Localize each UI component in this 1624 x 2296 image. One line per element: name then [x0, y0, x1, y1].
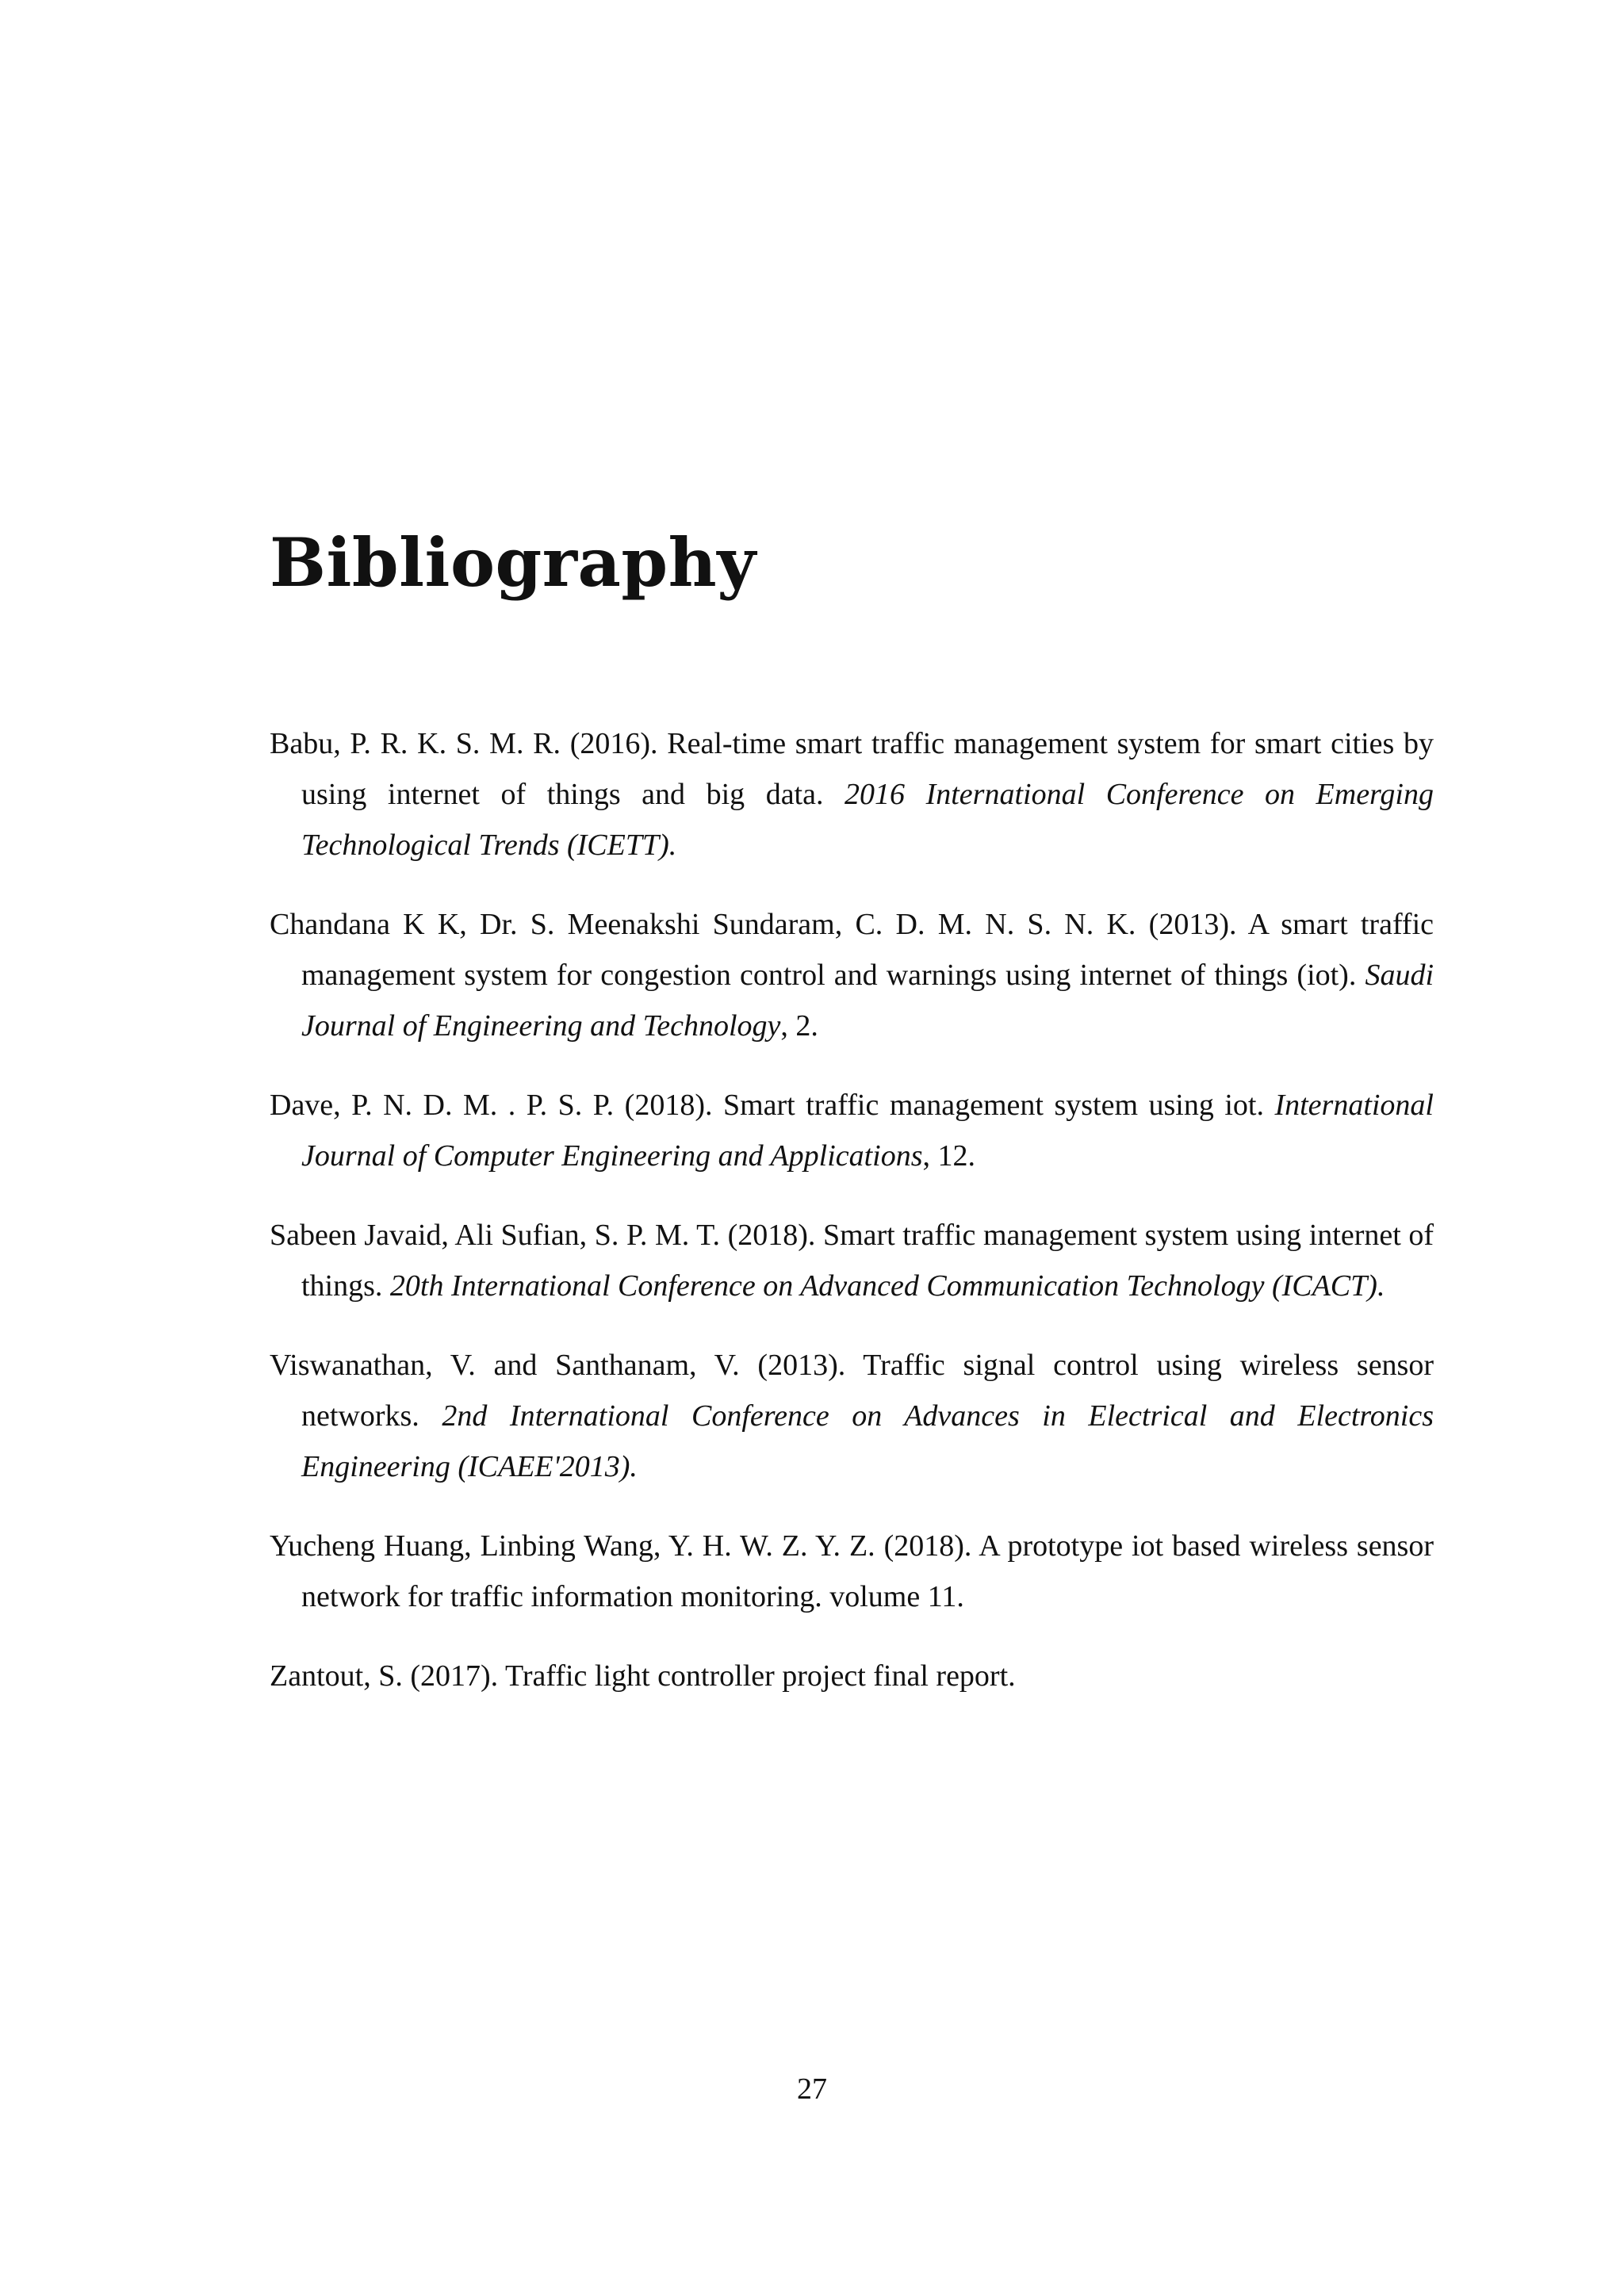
reference-entry — [270, 718, 1434, 871]
reference-tail: , 12. — [922, 1139, 976, 1173]
reference-entry — [270, 1651, 1434, 1701]
reference-tail: , 2. — [780, 1009, 818, 1043]
reference-entry — [270, 1521, 1434, 1622]
reference-text: Yucheng Huang, Linbing Wang, Y. H. W. Z. Y. Z. (2018). A prototype iot based wireless sensor network for traffic information monitoring. volume 11. — [270, 1529, 1434, 1613]
reference-text: Babu, P. R. K. S. M. R. (2016). Real-time smart traffic management system for smart cities by using internet of things and big data. — [270, 727, 1434, 811]
reference-text: Dave, P. N. D. M. . P. S. P. (2018). Smart traffic management system using iot. — [270, 1089, 1275, 1122]
reference-venue: 20th International Conference on Advanced Communication Technology (ICACT). — [389, 1269, 1385, 1303]
reference-text: Sabeen Javaid, Ali Sufian, S. P. M. T. (2018). Smart traffic management system using internet of things. — [270, 1219, 1434, 1303]
reference-entry — [270, 1080, 1434, 1181]
reference-venue: 2016 International Conference on Emerging Technological Trends (ICETT). — [301, 778, 1434, 862]
reference-venue: Saudi Journal of Engineering and Technology — [301, 959, 1434, 1043]
reference-text: Viswanathan, V. and Santhanam, V. (2013). Traffic signal control using wireless sensor networks. — [270, 1349, 1434, 1433]
reference-entry — [270, 899, 1434, 1051]
reference-venue: 2nd International Conference on Advances in Electrical and Electronics Engineering (ICAEE'2013). — [301, 1399, 1434, 1483]
page-number: 27 — [797, 2072, 827, 2106]
reference-entry — [270, 1340, 1434, 1492]
reference-text: Chandana K K, Dr. S. Meenakshi Sundaram, C. D. M. N. S. N. K. (2013). A smart traffic management system for congestion control and warnings using internet of things (iot). — [270, 908, 1434, 992]
reference-entry — [270, 1210, 1434, 1311]
reference-venue: International Journal of Computer Engineering and Applications — [301, 1089, 1434, 1173]
reference-text: Zantout, S. (2017). Traffic light controller project final report. — [270, 1659, 1016, 1693]
page-title: Bibliography — [270, 523, 756, 602]
reference-list — [270, 718, 1434, 1730]
